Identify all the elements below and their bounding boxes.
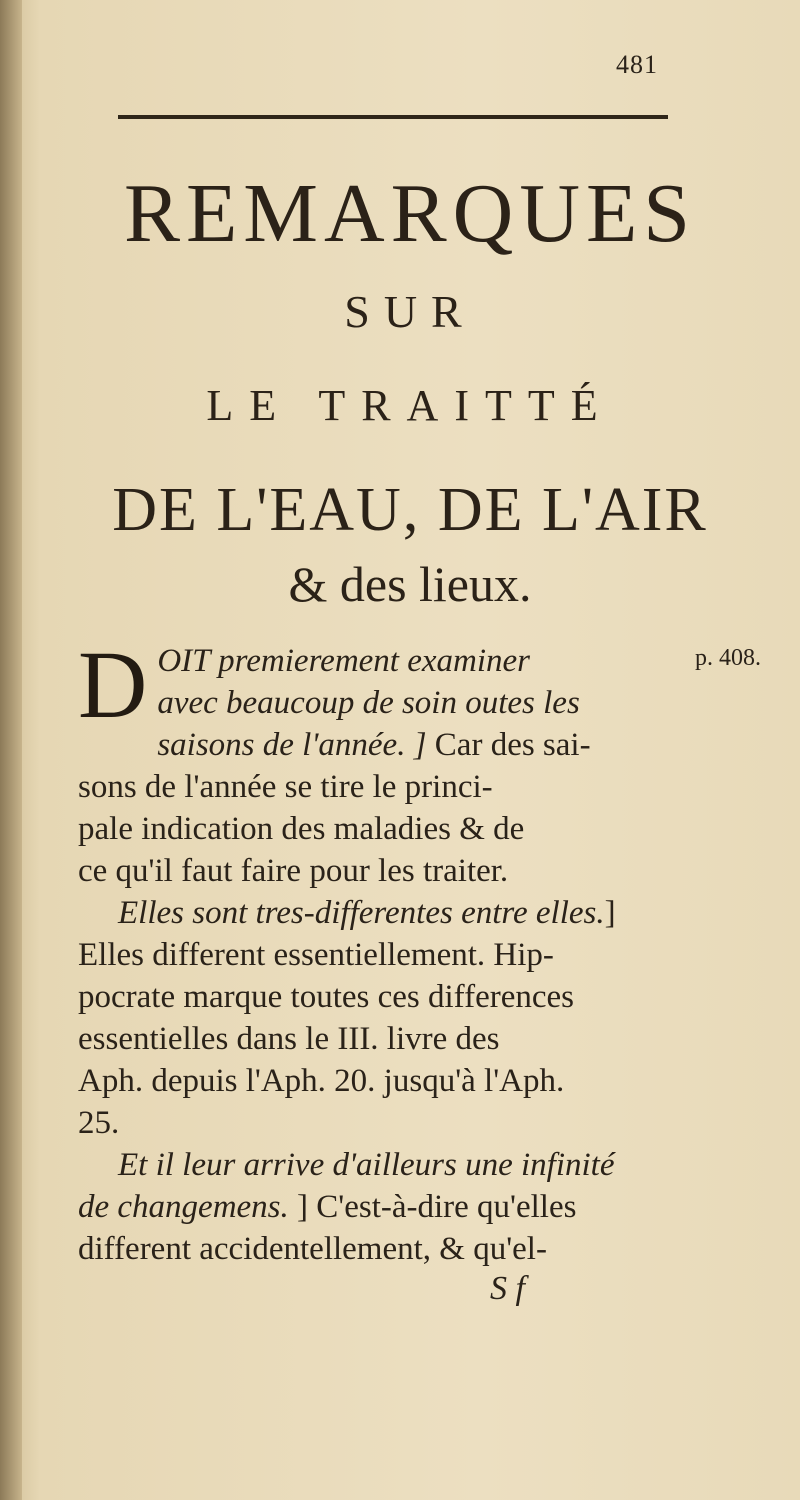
- italic-segment: de changemens.: [78, 1189, 298, 1225]
- text-segment: ] C'est-à-dire qu'elles: [297, 1189, 577, 1225]
- text-segment: pocrate marque toutes ces differences: [78, 979, 574, 1015]
- text-segment: sons de l'année se tire le princi-: [78, 769, 493, 805]
- italic-segment: saisons de l'année. ]: [157, 727, 435, 763]
- text-segment: ]: [604, 895, 616, 931]
- title-des-lieux: & des lieux.: [288, 556, 532, 612]
- text-segment: Elles different essentiellement. Hip-: [78, 937, 554, 973]
- text-line: [78, 1102, 690, 1144]
- drop-cap: D: [78, 631, 148, 738]
- text-segment: pale indication des maladies & de: [78, 811, 525, 847]
- page-number: 481: [616, 50, 658, 79]
- paragraph: [78, 892, 690, 1144]
- title-sur: SUR: [344, 286, 476, 337]
- text-line: [78, 682, 690, 724]
- signature-mark: S f: [490, 1270, 525, 1307]
- header-rule: [118, 115, 668, 119]
- text-segment: Car des sai-: [434, 727, 591, 763]
- text-segment: Aph. depuis l'Aph. 20. jusqu'à l'Aph.: [78, 1063, 565, 1099]
- text-segment: ce qu'il faut faire pour les traiter.: [78, 853, 509, 889]
- text-line: [78, 850, 690, 892]
- title-eau-air: DE L'EAU, DE L'AIR: [112, 476, 708, 544]
- text-segment: essentielles dans le III. livre des: [78, 1021, 500, 1057]
- paragraph: [78, 1144, 690, 1270]
- body-text: [78, 631, 690, 1270]
- paragraph: [78, 631, 690, 892]
- text-line: [78, 1060, 690, 1102]
- text-line: [78, 1186, 690, 1228]
- title-le-traitte: LE TRAITTÉ: [206, 381, 614, 430]
- text-line: [78, 976, 690, 1018]
- text-segment: different accidentellement, & qu'el-: [78, 1231, 547, 1267]
- text-line: [78, 808, 690, 850]
- italic-segment: Elles sont tres-differentes entre elles.: [118, 895, 605, 931]
- text-line: [78, 766, 690, 808]
- text-line: [78, 640, 690, 682]
- text-line: [78, 934, 690, 976]
- margin-reference: p. 408.: [695, 645, 761, 671]
- text-line: [78, 1018, 690, 1060]
- text-line: [78, 724, 690, 766]
- text-line: [78, 1228, 690, 1270]
- text-line: [78, 892, 690, 934]
- italic-segment: OIT premierement examiner: [157, 643, 531, 679]
- italic-segment: Et il leur arrive d'ailleurs une infinité: [118, 1147, 615, 1183]
- title-remarques: REMARQUES: [123, 167, 697, 260]
- text-segment: 25.: [78, 1105, 120, 1141]
- italic-segment: avec beaucoup de soin outes les: [157, 685, 580, 721]
- text-line: [78, 1144, 690, 1186]
- page-gutter: [0, 0, 22, 1500]
